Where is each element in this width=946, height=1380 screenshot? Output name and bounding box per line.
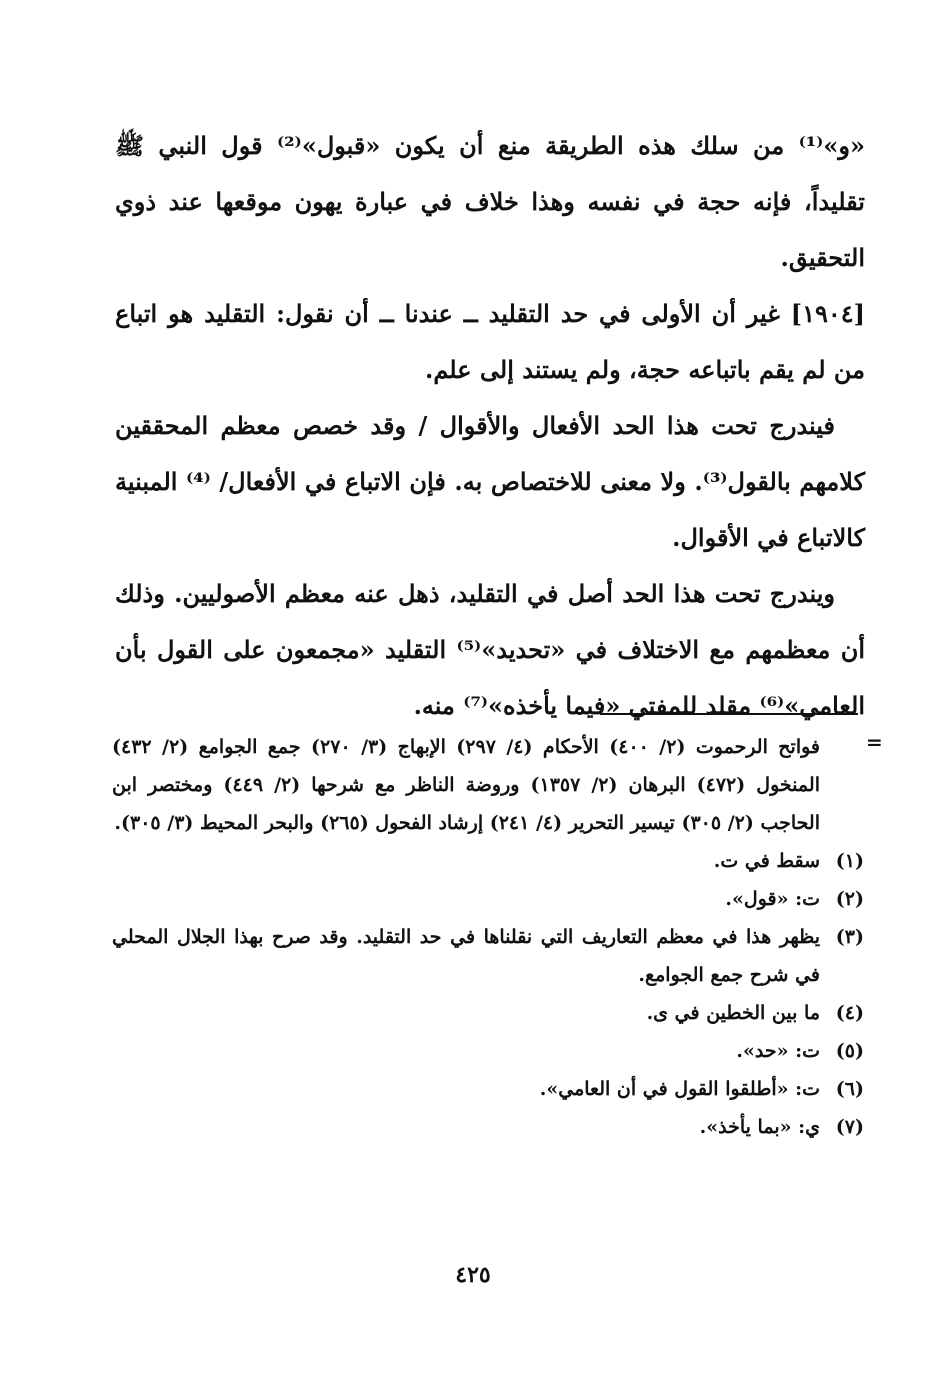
paragraph-4: ويندرج تحت هذا الحد أصل في التقليد، ذهل عنه معظم الأصوليين. وذلك أن معظمهم مع الاختلاف في «تحديد»⁽⁵⁾ التقليد «مجمعون على القول بأن العامي»⁽⁶⁾ مقلد للمفتي «فيما يأخذه»⁽⁷⁾ منه. xyxy=(115,579,865,720)
footnote-4 xyxy=(112,994,864,1032)
paragraph-2: [١٩٠٤] غير أن الأولى في حد التقليد ــ عندنا ــ أن نقول: التقليد هو اتباع من لم يقم باتباعه حجة، ولم يستند إلى علم. xyxy=(115,299,865,384)
footnote-text: ت: «قول». xyxy=(725,888,820,910)
footnote-number: (٦) xyxy=(835,1078,864,1100)
footnote-number: (٢) xyxy=(835,888,864,910)
footnote-number: (٤) xyxy=(835,1002,864,1024)
main-text xyxy=(115,118,865,734)
footnote-7 xyxy=(112,1108,864,1146)
footnote-number: (٥) xyxy=(835,1040,864,1062)
footnote-separator xyxy=(600,713,858,715)
footnote-text: سقط في ت. xyxy=(713,850,820,872)
footnote-number: (١) xyxy=(835,850,864,872)
footnote-text: ي: «بما يأخذ». xyxy=(699,1116,820,1138)
paragraph-3: فيندرج تحت هذا الحد الأفعال والأقوال / وقد خصص معظم المحققين كلامهم بالقول⁽³⁾. ولا معنى للاختصاص به. فإن الاتباع في الأفعال/ ⁽⁴⁾ المبنية كالاتباع في الأقوال. xyxy=(115,411,866,552)
paragraph-1: «و»⁽¹⁾ من سلك هذه الطريقة منع أن يكون «قبول»⁽²⁾ قول النبي ﷺ تقليداً، فإنه حجة في نفسه وهذا خلاف في عبارة يهون موقعها عند ذوي التحقيق. xyxy=(115,131,866,272)
footnotes xyxy=(112,728,864,1146)
footnote-3 xyxy=(112,918,864,994)
footnote-text: يظهر هذا في معظم التعاريف التي نقلناها في حد التقليد. وقد صرح بهذا الجلال المحلي في شرح جمع الجوامع. xyxy=(112,926,820,986)
footnote-number: (٣) xyxy=(835,926,864,948)
footnote-1 xyxy=(112,842,864,880)
footnote-text: ما بين الخطين في ى. xyxy=(646,1002,820,1024)
footnote-text: ت: «حد». xyxy=(736,1040,820,1062)
page-number: ٤٢٥ xyxy=(455,1262,491,1288)
footnote-number: (٧) xyxy=(835,1116,864,1138)
continuation-mark: = xyxy=(866,730,883,754)
footnote-6 xyxy=(112,1070,864,1108)
footnote-5 xyxy=(112,1032,864,1070)
footnote-text: ت: «أطلقوا القول في أن العامي». xyxy=(539,1078,820,1100)
footnote-2 xyxy=(112,880,864,918)
footnote-continuation: فواتح الرحموت (٢/ ٤٠٠) الأحكام (٤/ ٢٩٧) الإبهاج (٣/ ٢٧٠) جمع الجوامع (٢/ ٤٣٢) المنخول (٤٧٢) البرهان (٢/ ١٣٥٧) وروضة الناظر مع شرحها (٢/ ٤٤٩) ومختصر ابن الحاجب (٢/ ٣٠٥) تيسير التحرير (٤/ ٢٤١) إرشاد الفحول (٢٦٥) والبحر المحيط (٣/ ٣٠٥). xyxy=(112,736,821,834)
